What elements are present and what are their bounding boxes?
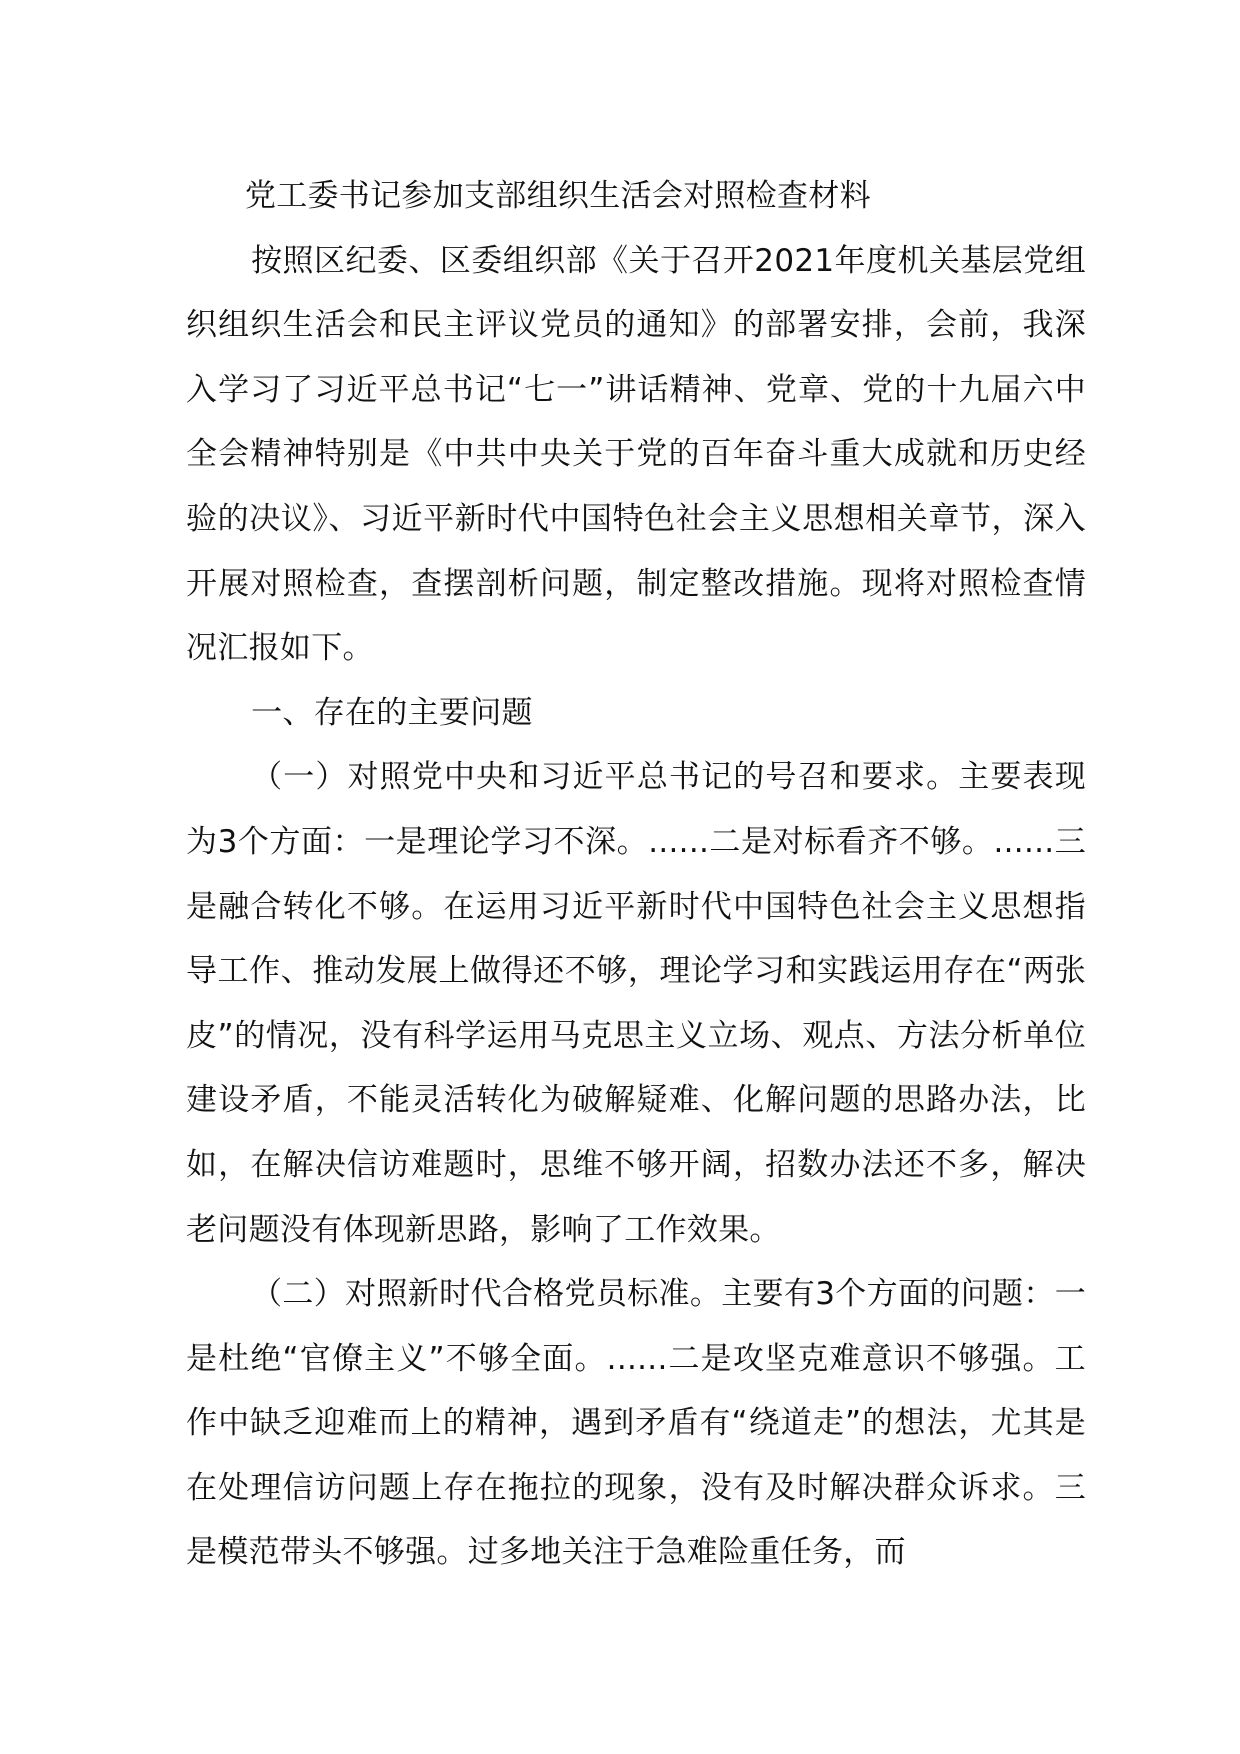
paragraph-item-2: （二）对照新时代合格党员标准。主要有3个方面的问题：一是杜绝“官僚主义”不够全面。......二是攻坚克难意识不够强。工作中缺乏迎难而上的精神，遇到矛盾有“绕道走”的想法，尤其是在处理信访问题上存在拖拉的现象，没有及时解决群众诉求。三是模范带头不够强。过多地关注于急难险重任务，而 bbox=[186, 1276, 1086, 1571]
section-heading: 一、存在的主要问题 bbox=[251, 694, 533, 731]
document-body bbox=[186, 164, 1086, 1585]
paragraph-item-1: （一）对照党中央和习近平总书记的号召和要求。主要表现为3个方面：一是理论学习不深。......二是对标看齐不够。......三是融合转化不够。在运用习近平新时代中国特色社会主义思想指导工作、推动发展上做得还不够，理论学习和实践运用存在“两张皮”的情况，没有科学运用马克思主义立场、观点、方法分析单位建设矛盾，不能灵活转化为破解疑难、化解问题的思路办法，比如，在解决信访难题时，思维不够开阔，招数办法还不多，解决老问题没有体现新思路，影响了工作效果。 bbox=[186, 759, 1086, 1248]
document-title: 党工委书记参加支部组织生活会对照检查材料 bbox=[244, 178, 871, 214]
paragraph-intro: 按照区纪委、区委组织部《关于召开2021年度机关基层党组织组织生活会和民主评议党员的通知》的部署安排，会前，我深入学习了习近平总书记“七一”讲话精神、党章、党的十九届六中全会精神特别是《中共中央关于党的百年奋斗重大成就和历史经验的决议》、习近平新时代中国特色社会主义思想相关章节，深入开展对照检查，查摆剖析问题，制定整改措施。现将对照检查情况汇报如下。 bbox=[186, 242, 1086, 667]
